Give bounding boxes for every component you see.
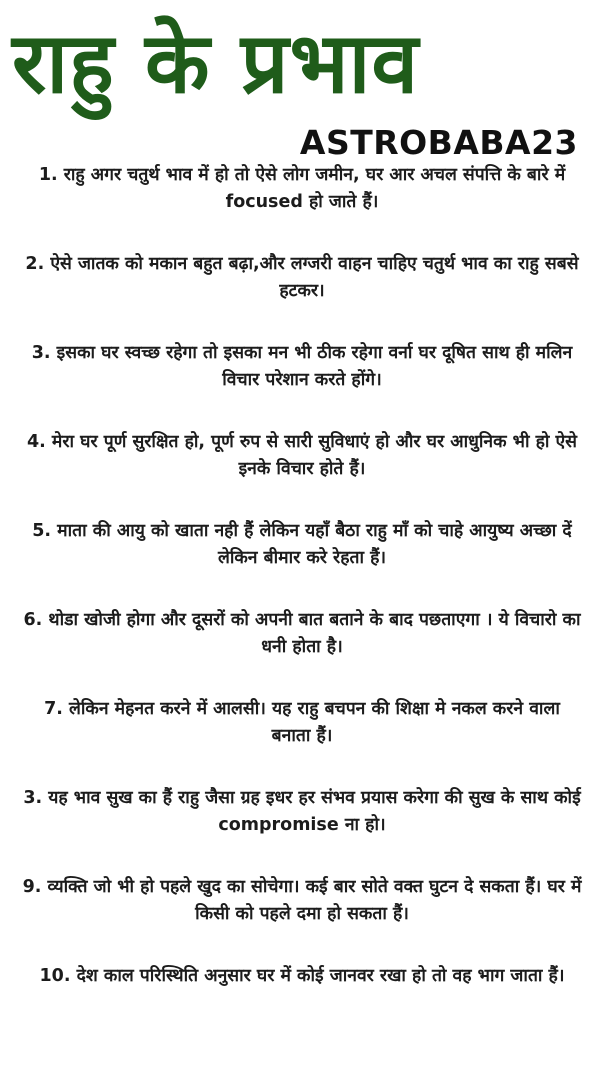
list-item: 4. मेरा घर पूर्ण सुरक्षित हो, पूर्ण रुप से सारी सुविधाएं हो और घर आधुनिक भी हो ऐसे इनके विचार होते हैं। xyxy=(27,432,577,479)
list-item: 5. माता की आयु को खाता नही हैं लेकिन यहाँ बैठा राहु माँ को चाहे आयुष्य अच्छा दें लेकिन बीमार करे रेहता हैं। xyxy=(32,521,572,568)
list-item: 3. इसका घर स्वच्छ रहेगा तो इसका मन भी ठीक रहेगा वर्ना घर दूषित साथ ही मलिन विचार परेशान करते होंगे। xyxy=(31,343,573,390)
list-item: 3. यह भाव सुख का हैं राहु जैसा ग्रह इधर हर संभव प्रयास करेगा की सुख के साथ कोई compromise ना हो। xyxy=(23,788,581,835)
list-item: 6. थोडा खोजी होगा और दूसरों को अपनी बात बताने के बाद पछताएगा । ये विचारो का धनी होता है। xyxy=(23,610,581,657)
list-item: 2. ऐसे जातक को मकान बहुत बढ़ा,और लग्जरी वाहन चाहिए चतुर्थ भाव का राहु सबसे हटकर। xyxy=(25,254,579,301)
list-item: 7. लेकिन मेहनत करने में आलसी। यह राहु बचपन की शिक्षा मे नकल करने वाला बनाता हैं। xyxy=(44,699,560,746)
points-list xyxy=(22,162,582,990)
page-title: राहु के प्रभाव xyxy=(12,14,420,112)
list-item: 9. व्यक्ति जो भी हो पहले खुद का सोचेगा। कई बार सोते वक्त घुटन दे सकता हैं। घर में किसी को पहले दमा हो सकता हैं। xyxy=(22,877,582,924)
brand-watermark: ASTROBABA23 xyxy=(299,123,578,162)
list-item: 10. देश काल परिस्थिति अनुसार घर में कोई जानवर रखा हो तो वह भाग जाता हैं। xyxy=(39,966,565,986)
list-item: 1. राहु अगर चतुर्थ भाव में हो तो ऐसे लोग जमीन, घर आर अचल संपत्ति के बारे में focused हो जाते हैं। xyxy=(38,165,566,212)
